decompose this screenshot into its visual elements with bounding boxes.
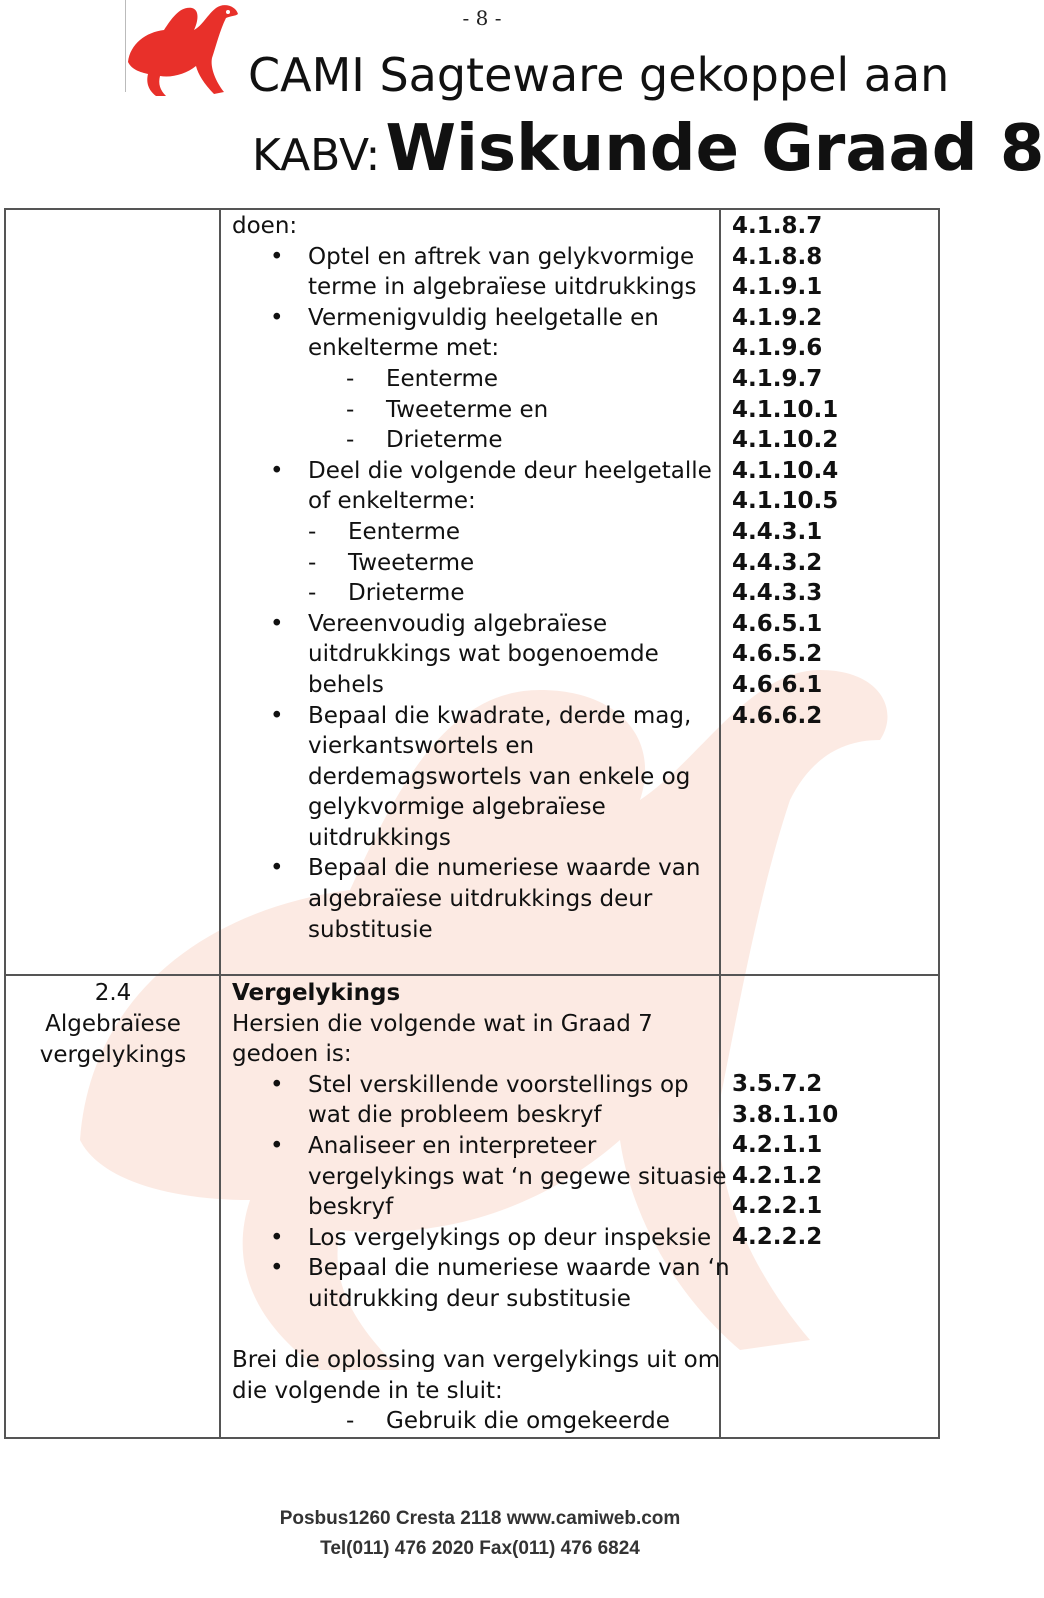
content-text: vergelykings wat ‘n gegewe situasie [308,1163,727,1190]
content-line [232,1223,712,1254]
content-text: Bepaal die numeriese waarde van [308,855,701,882]
curriculum-code: 4.2.2.2 [732,1223,823,1250]
bullet-icon: • [270,304,284,331]
bullet-icon: • [270,1224,284,1251]
bullet-icon: • [270,1132,284,1159]
dash-icon: - [308,518,317,545]
content-text: Tweeterme [348,549,475,576]
dash-icon: - [308,549,317,576]
content-text: of enkelterme: [308,488,476,515]
dash-icon: - [308,580,317,607]
content-line [232,425,712,456]
content-line [232,548,712,579]
content-line [232,364,712,395]
content-line [232,1284,712,1315]
content-text: gelykvormige algebraïese [308,794,606,821]
curriculum-code: 4.2.1.2 [732,1162,823,1189]
curriculum-code: 4.2.2.1 [732,1193,823,1220]
content-text: wat die probleem beskryf [308,1102,602,1129]
bullet-icon: • [270,457,284,484]
row2-codes-cell [732,1069,932,1253]
content-line [232,1009,712,1040]
curriculum-code: 4.1.9.7 [732,365,823,392]
content-text: algebraïese uitdrukkings deur [308,886,653,913]
table-row-divider [4,974,940,976]
dash-icon: - [346,1408,355,1435]
content-text: uitdrukking deur substitusie [308,1285,631,1312]
content-line [232,1100,712,1131]
content-line [232,578,712,609]
bullet-icon: • [270,1071,284,1098]
curriculum-code: 4.1.8.8 [732,243,823,270]
section-title-line2: vergelykings [39,1042,187,1068]
table-border-left [4,208,6,1438]
footer-address: Posbus1260 Cresta 2118 www.camiweb.com [279,1508,681,1529]
content-line [232,731,712,762]
table-border-right [938,208,940,1438]
section-title-line1: Algebraïese [45,1011,181,1037]
content-text: enkelterme met: [308,335,500,362]
table-border-top [4,208,940,210]
content-text: Tweeterme en [386,396,549,423]
row2-content-cell [232,978,730,1437]
curriculum-code: 4.1.10.5 [732,488,839,515]
content-line [232,1162,727,1193]
curriculum-code: 4.6.6.1 [732,671,823,698]
section-number: 2.4 [94,980,132,1006]
row2-label-cell [6,978,220,1071]
curriculum-code: 4.1.8.7 [732,213,823,239]
content-line [232,1253,730,1284]
content-text: die volgende in te sluit: [232,1377,503,1404]
curriculum-code: 3.8.1.10 [732,1101,839,1128]
content-line [232,762,712,793]
content-line [232,701,712,732]
dash-icon: - [346,396,355,423]
content-text: Bepaal die kwadrate, derde mag, [308,702,692,729]
content-text: Drieterme [386,427,503,454]
curriculum-code: 4.2.1.1 [732,1132,823,1159]
content-text: uitdrukkings wat bogenoemde [308,641,659,668]
content-text: Deel die volgende deur heelgetalle [308,457,712,484]
content-line [232,792,712,823]
page-number: - 8 - [462,6,502,30]
content-line [232,1345,721,1376]
content-text: Gebruik die omgekeerde [386,1408,670,1435]
content-text: behels [308,671,384,698]
content-line [232,272,712,303]
content-line [232,486,712,517]
content-line [232,884,712,915]
content-line [232,823,712,854]
curriculum-code: 4.1.10.2 [732,427,839,454]
content-text: Vereenvoudig algebraïese [308,610,608,637]
title-prefix: KABV: [252,130,381,181]
content-line [232,1192,712,1223]
curriculum-code: 4.1.9.1 [732,274,823,301]
curriculum-code: 4.1.10.1 [732,396,839,423]
content-text: beskryf [308,1194,394,1221]
curriculum-code: 4.1.9.2 [732,304,823,331]
content-line [232,333,712,364]
content-text: Analiseer en interpreteer [308,1132,597,1159]
content-line [232,395,712,426]
red-camel-logo-icon [120,0,250,100]
content-text: doen: [232,213,298,239]
content-text: Optel en aftrek van gelykvormige [308,243,695,270]
content-text: derdemagswortels van enkele og [308,763,691,790]
curriculum-code: 4.4.3.2 [732,549,823,576]
document-title-line1: CAMI Sagteware gekoppel aan [248,48,950,102]
content-text: Los vergelykings op deur inspeksie [308,1224,712,1251]
content-line [232,978,712,1009]
content-line [232,517,712,548]
table-border-bottom [4,1437,940,1439]
curriculum-code: 4.6.5.1 [732,610,823,637]
content-line [232,1406,712,1437]
content-text: Eenterme [386,365,499,392]
section-heading: Vergelykings [232,980,401,1006]
content-text: Brei die oplossing van vergelykings uit om [232,1347,721,1374]
content-line [232,670,712,701]
bullet-icon: • [270,243,284,270]
document-title-line2 [252,112,1044,186]
content-text: Vermenigvuldig heelgetalle en [308,304,659,331]
curriculum-code: 3.5.7.2 [732,1071,823,1097]
curriculum-code: 4.6.6.2 [732,702,823,729]
curriculum-code: 4.1.9.6 [732,335,823,362]
content-line [232,915,712,946]
content-line [232,456,712,487]
content-line [232,853,712,884]
content-text: uitdrukkings [308,824,451,851]
bullet-icon: • [270,702,284,729]
footer-contact: Tel(011) 476 2020 Fax(011) 476 6824 [320,1538,640,1559]
curriculum-code: 4.4.3.3 [732,580,823,607]
content-line [232,1131,712,1162]
content-line [232,1070,712,1101]
content-line [232,1315,712,1346]
content-text: gedoen is: [232,1041,352,1068]
row1-codes-cell [732,211,932,731]
table-column-divider-1 [219,208,221,1438]
dash-icon: - [346,365,355,392]
content-line [232,1039,712,1070]
content-text: terme in algebraïese uitdrukkings [308,274,697,301]
content-text: Bepaal die numeriese waarde van ‘n [308,1255,730,1282]
dash-icon: - [346,427,355,454]
content-line [232,211,712,242]
bullet-icon: • [270,1255,284,1282]
curriculum-code: 4.1.10.4 [732,457,839,484]
title-subject: Wiskunde Graad 8 [385,112,1044,186]
bullet-icon: • [270,855,284,882]
content-line [232,242,712,273]
curriculum-code: 4.6.5.2 [732,641,823,668]
content-line [232,639,712,670]
content-line [232,303,712,334]
content-line [232,609,712,640]
content-line [232,1376,712,1407]
row1-content-cell [232,211,712,945]
content-text: substitusie [308,916,433,943]
curriculum-code: 4.4.3.1 [732,518,823,545]
bullet-icon: • [270,610,284,637]
content-text: Drieterme [348,580,465,607]
content-text: Hersien die volgende wat in Graad 7 [232,1010,653,1037]
content-text: Stel verskillende voorstellings op [308,1071,689,1098]
content-text: Eenterme [348,518,461,545]
content-text: vierkantswortels en [308,733,535,760]
